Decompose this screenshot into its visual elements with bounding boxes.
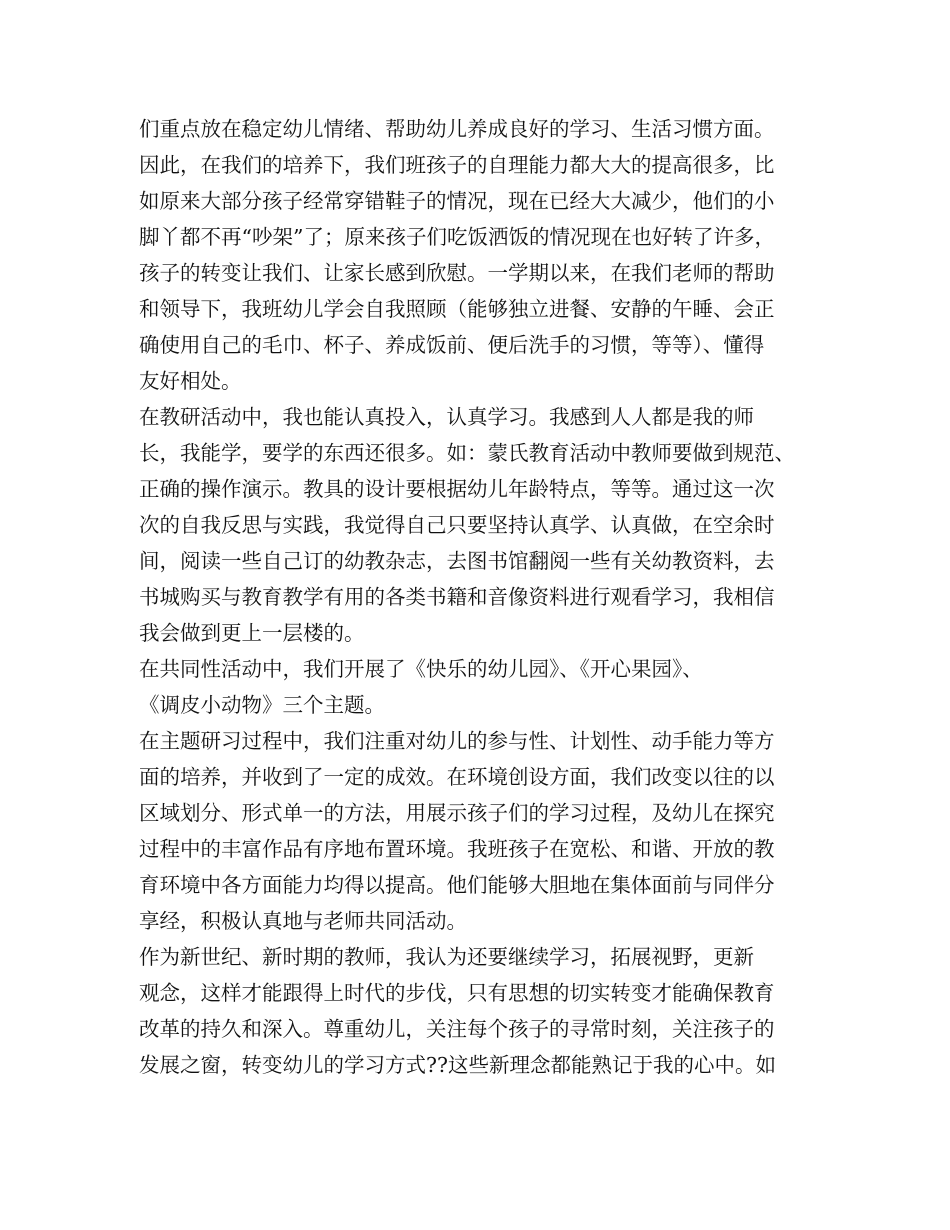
text-line: 在主题研习过程中，我们注重对幼儿的参与性、计划性、动手能力等方 bbox=[139, 729, 775, 753]
text-line: 改革的持久和深入。尊重幼儿，关注每个孩子的寻常时刻，关注孩子的 bbox=[139, 1017, 775, 1041]
text-line: 在共同性活动中，我们开展了《快乐的幼儿园》、《开心果园》、 bbox=[139, 657, 703, 681]
text-line: 《调皮小动物》三个主题。 bbox=[139, 693, 385, 717]
text-line: 因此，在我们的培养下，我们班孩子的自理能力都大大的提高很多，比 bbox=[139, 153, 775, 177]
text-line: 面的培养，并收到了一定的成效。在环境创设方面，我们改变以往的以 bbox=[139, 765, 775, 789]
text-line: 观念，这样才能跟得上时代的步伐，只有思想的切实转变才能确保教育 bbox=[139, 981, 775, 1005]
text-line: 脚丫都不再“吵架”了；原来孩子们吃饭洒饭的情况现在也好转了许多， bbox=[139, 225, 775, 249]
text-line: 作为新世纪、新时期的教师，我认为还要继续学习，拓展视野，更新 bbox=[139, 945, 754, 969]
text-line: 确使用自己的毛巾、杯子、养成饭前、便后洗手的习惯，等等）、懂得 bbox=[139, 333, 765, 357]
text-line: 过程中的丰富作品有序地布置环境。我班孩子在宽松、和谐、开放的教 bbox=[139, 837, 775, 861]
text-line: 如原来大部分孩子经常穿错鞋子的情况，现在已经大大减少，他们的小 bbox=[139, 189, 775, 213]
text-line: 们重点放在稳定幼儿情绪、帮助幼儿养成良好的学习、生活习惯方面。 bbox=[139, 117, 775, 141]
text-line: 次的自我反思与实践，我觉得自己只要坚持认真学、认真做，在空余时 bbox=[139, 513, 775, 537]
text-line: 正确的操作演示。教具的设计要根据幼儿年龄特点，等等。通过这一次 bbox=[139, 477, 775, 501]
text-line: 育环境中各方面能力均得以提高。他们能够大胆地在集体面前与同伴分 bbox=[139, 873, 775, 897]
text-line: 和领导下，我班幼儿学会自我照顾（能够独立进餐、安静的午睡、会正 bbox=[139, 297, 775, 321]
text-line: 我会做到更上一层楼的。 bbox=[139, 621, 365, 645]
text-line: 享经，积极认真地与老师共同活动。 bbox=[139, 909, 467, 933]
text-line: 孩子的转变让我们、让家长感到欣慰。一学期以来，在我们老师的帮助 bbox=[139, 261, 775, 285]
text-line: 友好相处。 bbox=[139, 369, 242, 393]
text-line: 长，我能学，要学的东西还很多。如：蒙氏教育活动中教师要做到规范、 bbox=[139, 441, 795, 465]
text-line: 区域划分、形式单一的方法，用展示孩子们的学习过程，及幼儿在探究 bbox=[139, 801, 775, 825]
text-line: 在教研活动中，我也能认真投入，认真学习。我感到人人都是我的师 bbox=[139, 405, 754, 429]
text-line: 发展之窗，转变幼儿的学习方式??这些新理念都能熟记于我的心中。如 bbox=[139, 1053, 776, 1077]
text-line: 书城购买与教育教学有用的各类书籍和音像资料进行观看学习，我相信 bbox=[139, 585, 775, 609]
text-line: 间，阅读一些自己订的幼教杂志，去图书馆翻阅一些有关幼教资料，去 bbox=[139, 549, 775, 573]
